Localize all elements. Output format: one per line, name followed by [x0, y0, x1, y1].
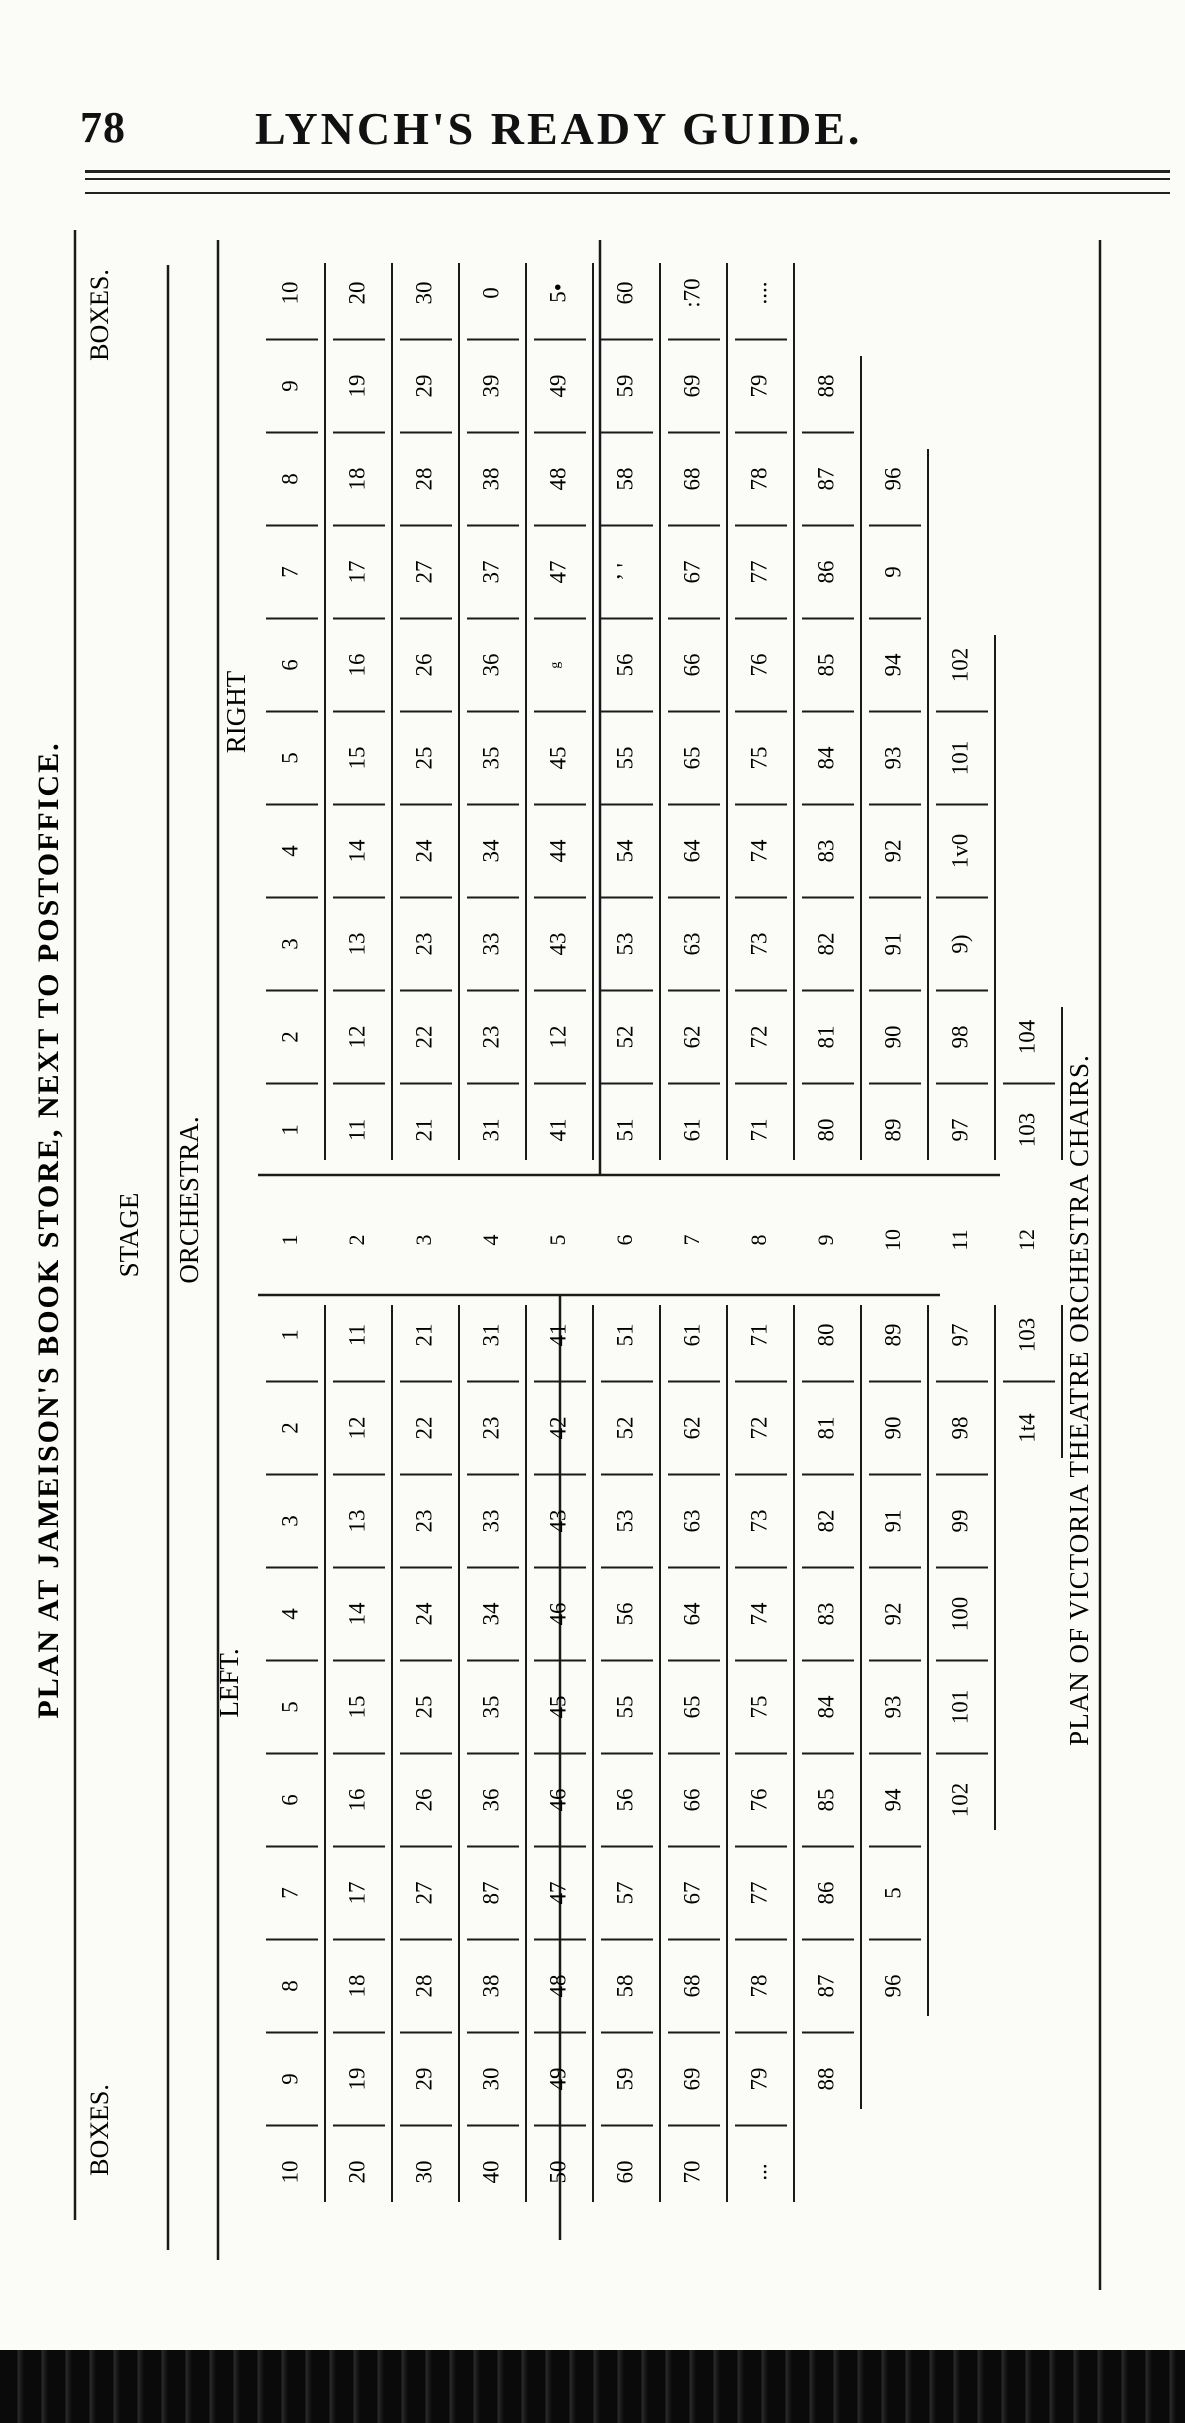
seat-number: 68	[679, 467, 705, 491]
seat-number: 52	[612, 1416, 638, 1440]
seat-number: 23	[478, 1416, 504, 1440]
seat-number: 80	[813, 1323, 839, 1347]
seat-number: 38	[478, 467, 504, 491]
seat-number: 63	[679, 932, 705, 956]
seat-number: 8	[277, 473, 303, 485]
seat-number: 17	[344, 560, 370, 584]
seat-number: 10	[277, 281, 303, 305]
seat-number: 101	[947, 1689, 973, 1725]
seat-number: 99	[947, 1509, 973, 1533]
seat-number: 64	[679, 1602, 705, 1626]
seat-number: 2	[277, 1031, 303, 1043]
seat-number: 87	[478, 1881, 504, 1905]
seat-number: 78	[746, 467, 772, 491]
seat-number: 82	[813, 932, 839, 956]
seat-number: 12	[344, 1025, 370, 1049]
seat-number: 80	[813, 1118, 839, 1142]
seat-number: 15	[344, 746, 370, 770]
seat-number: 18	[344, 1974, 370, 1998]
seat-number: 3	[277, 938, 303, 950]
seat-number: 98	[947, 1416, 973, 1440]
seat-number: 89	[880, 1323, 906, 1347]
seat-number: 101	[947, 740, 973, 776]
seat-number: 84	[813, 746, 839, 770]
seat-number: 4	[277, 845, 303, 857]
plan-caption: PLAN OF VICTORIA THEATRE ORCHESTRA CHAIRS.	[1064, 1054, 1094, 1746]
seat-number: 5	[277, 1701, 303, 1713]
seat-number: 51	[612, 1323, 638, 1347]
seat-number: 20	[344, 281, 370, 305]
seat-number: 6	[277, 1794, 303, 1806]
seat-number: 58	[612, 467, 638, 491]
seat-number: 88	[813, 2067, 839, 2091]
left-label: LEFT.	[214, 1648, 244, 1718]
seat-number: 59	[612, 2067, 638, 2091]
seat-number: 56	[612, 653, 638, 677]
seat-number: 78	[746, 1974, 772, 1998]
bottom-edge-band	[0, 2350, 1185, 2423]
seat-number: 54	[612, 839, 638, 863]
seat-number: 1v0	[947, 833, 973, 869]
seat-number: 30	[411, 281, 437, 305]
seat-number: 49	[545, 2067, 571, 2091]
seat-number: 57	[612, 1881, 638, 1905]
seat-number: 92	[880, 839, 906, 863]
seat-number: 85	[813, 653, 839, 677]
seat-number: 26	[411, 1788, 437, 1812]
seat-number: 38	[478, 1974, 504, 1998]
seat-number: :70	[679, 278, 705, 308]
seat-number: 69	[679, 2067, 705, 2091]
seat-number: 39	[478, 374, 504, 398]
seat-number: 1	[277, 1124, 303, 1136]
seat-number: 17	[344, 1881, 370, 1905]
seat-number: 60	[612, 281, 638, 305]
seat-number: 2	[277, 1422, 303, 1434]
seat-number: 69	[679, 374, 705, 398]
seat-number: 77	[746, 1881, 772, 1905]
seat-number: 91	[880, 932, 906, 956]
seat-number: 9	[277, 2073, 303, 2085]
seat-number: 33	[478, 932, 504, 956]
seat-number: 21	[411, 1118, 437, 1142]
page-number: 78	[80, 103, 126, 152]
seat-number: ʼ '	[612, 563, 638, 581]
seat-number: 92	[880, 1602, 906, 1626]
seat-number: 16	[344, 1788, 370, 1812]
plan-title: PLAN AT JAMEISON'S BOOK STORE, NEXT TO POSTOFFICE.	[32, 741, 65, 1719]
stage-label: STAGE	[114, 1192, 144, 1278]
seat-number: 31	[478, 1118, 504, 1142]
seat-number: 46	[545, 1788, 571, 1812]
seat-number: 27	[411, 560, 437, 584]
seat-number: 98	[947, 1025, 973, 1049]
seat-number: 21	[411, 1323, 437, 1347]
seat-number: 72	[746, 1416, 772, 1440]
seat-number: 94	[880, 653, 906, 677]
seat-number: 70	[679, 2160, 705, 2184]
seat-number: 27	[411, 1881, 437, 1905]
seat-number: 19	[344, 374, 370, 398]
seat-number: 76	[746, 653, 772, 677]
seat-number: 50	[545, 2160, 571, 2184]
seat-number: 44	[545, 839, 571, 863]
seat-number: 23	[411, 932, 437, 956]
seat-number: 62	[679, 1416, 705, 1440]
seat-number: 71	[746, 1323, 772, 1347]
seat-number: 34	[478, 839, 504, 863]
seat-number: 48	[545, 467, 571, 491]
seat-number: 81	[813, 1025, 839, 1049]
seat-number: 67	[679, 1881, 705, 1905]
row-number: 6	[612, 1234, 638, 1246]
seat-number: 35	[478, 1695, 504, 1719]
seat-number: 13	[344, 932, 370, 956]
seat-number: 87	[813, 467, 839, 491]
seat-number: 24	[411, 839, 437, 863]
seat-number: 83	[813, 839, 839, 863]
seat-number: 89	[880, 1118, 906, 1142]
seat-number: 13	[344, 1509, 370, 1533]
seat-number: 53	[612, 1509, 638, 1533]
seat-number: 84	[813, 1695, 839, 1719]
seat-number: 29	[411, 2067, 437, 2091]
seat-number: 94	[880, 1788, 906, 1812]
seat-number: 64	[679, 839, 705, 863]
seat-number: 56	[612, 1602, 638, 1626]
seat-number: 29	[411, 374, 437, 398]
plan-lines	[75, 230, 1100, 2290]
seat-number: 30	[411, 2160, 437, 2184]
seat-number: 63	[679, 1509, 705, 1533]
seat-number: 30	[478, 2067, 504, 2091]
seat-number: 73	[746, 932, 772, 956]
seat-number: 7	[277, 1887, 303, 1899]
row-number: 11	[947, 1229, 973, 1251]
row-number: 10	[880, 1229, 906, 1251]
seat-number: 79	[746, 374, 772, 398]
seat-number: 15	[344, 1695, 370, 1719]
seat-number: 65	[679, 746, 705, 770]
seat-number: 40	[478, 2160, 504, 2184]
seat-number: 45	[545, 1695, 571, 1719]
row-number: 2	[344, 1234, 370, 1246]
seat-number: 36	[478, 1788, 504, 1812]
boxes-label: BOXES.	[85, 2084, 114, 2176]
seat-number: 52	[612, 1025, 638, 1049]
seat-number: 20	[344, 2160, 370, 2184]
seat-number: 66	[679, 653, 705, 677]
seat-number: 102	[947, 1782, 973, 1818]
row-number: 5	[545, 1234, 571, 1246]
seat-number: 53	[612, 932, 638, 956]
seat-number: 56	[612, 1788, 638, 1812]
seat-number: 1	[277, 1329, 303, 1341]
row-number: 4	[478, 1234, 504, 1246]
seat-number: 12	[344, 1416, 370, 1440]
seat-number: 61	[679, 1118, 705, 1142]
seat-number: 102	[947, 647, 973, 683]
seat-number: 67	[679, 560, 705, 584]
seat-number: 33	[478, 1509, 504, 1533]
seat-number: 96	[880, 467, 906, 491]
seat-number: 9)	[947, 934, 973, 954]
seat-number: 8	[277, 1980, 303, 1992]
seat-number: 91	[880, 1509, 906, 1533]
seat-number: 9	[880, 566, 906, 578]
seat-number: 74	[746, 1602, 772, 1626]
seat-number: 73	[746, 1509, 772, 1533]
seat-number: 86	[813, 1881, 839, 1905]
seat-number: 19	[344, 2067, 370, 2091]
seat-number: 65	[679, 1695, 705, 1719]
row-number: 12	[1014, 1229, 1040, 1251]
seat-number: 81	[813, 1416, 839, 1440]
seat-number: 35	[478, 746, 504, 770]
seat-number: 90	[880, 1416, 906, 1440]
seat-number: 75	[746, 1695, 772, 1719]
seat-number: 36	[478, 653, 504, 677]
right-label: RIGHT	[221, 670, 251, 754]
seat-number: 22	[411, 1025, 437, 1049]
seat-number: 9	[277, 380, 303, 392]
seat-number: 49	[545, 374, 571, 398]
seat-number: 62	[679, 1025, 705, 1049]
seat-number: 31	[478, 1323, 504, 1347]
seat-number: 68	[679, 1974, 705, 1998]
running-title: LYNCH'S READY GUIDE.	[255, 103, 863, 154]
seat-number: 0	[478, 287, 504, 299]
seat-number: 10	[277, 2160, 303, 2184]
right-seat-section	[266, 263, 1062, 1160]
seat-number: 24	[411, 1602, 437, 1626]
seat-number: 72	[746, 1025, 772, 1049]
seat-number: 97	[947, 1118, 973, 1142]
seat-number: 47	[545, 560, 571, 584]
seat-number: ...	[746, 2163, 772, 2181]
seat-number: 5	[277, 752, 303, 764]
seat-number: 5	[880, 1887, 906, 1899]
seat-number: 96	[880, 1974, 906, 1998]
seat-number: 34	[478, 1602, 504, 1626]
seat-number: 16	[344, 653, 370, 677]
seat-number: 1t4	[1014, 1413, 1040, 1443]
row-number: 9	[813, 1234, 839, 1246]
seat-number: 83	[813, 1602, 839, 1626]
seat-number: 79	[746, 2067, 772, 2091]
seat-number: ....	[746, 281, 772, 305]
seat-number: 41	[545, 1118, 571, 1142]
seat-number: 25	[411, 746, 437, 770]
row-number: 7	[679, 1234, 705, 1246]
seat-number: 77	[746, 560, 772, 584]
seat-number: 97	[947, 1323, 973, 1347]
row-number: 1	[277, 1234, 303, 1246]
seat-number: 86	[813, 560, 839, 584]
seat-number: 66	[679, 1788, 705, 1812]
seat-number: 47	[545, 1881, 571, 1905]
seat-number: 4	[277, 1608, 303, 1620]
seat-number: 104	[1014, 1019, 1040, 1055]
seat-number: 18	[344, 467, 370, 491]
seat-number: 61	[679, 1323, 705, 1347]
seat-number: 37	[478, 560, 504, 584]
seat-number: 12	[545, 1025, 571, 1049]
orchestra-label: ORCHESTRA.	[174, 1116, 204, 1284]
seat-number: 28	[411, 1974, 437, 1998]
seat-number: 59	[612, 374, 638, 398]
seat-number: 14	[344, 1602, 370, 1626]
seat-number: 28	[411, 467, 437, 491]
seat-number: 87	[813, 1974, 839, 1998]
seat-number: ᵍ	[545, 661, 571, 669]
seat-number: 22	[411, 1416, 437, 1440]
row-number: 8	[746, 1234, 772, 1246]
seat-number: 42	[545, 1416, 571, 1440]
seat-number: 100	[947, 1596, 973, 1632]
seat-number: 48	[545, 1974, 571, 1998]
seat-number: 23	[411, 1509, 437, 1533]
seat-number: 103	[1014, 1317, 1040, 1353]
seat-number: 71	[746, 1118, 772, 1142]
seat-number: 46	[545, 1602, 571, 1626]
seat-number: 6	[277, 659, 303, 671]
seat-number: 60	[612, 2160, 638, 2184]
seat-number: 55	[612, 1695, 638, 1719]
seat-number: 90	[880, 1025, 906, 1049]
seat-number: 75	[746, 746, 772, 770]
seat-number: 74	[746, 839, 772, 863]
boxes-label: BOXES.	[85, 269, 114, 361]
row-number: 3	[411, 1234, 437, 1246]
left-seat-section	[266, 1305, 1062, 2202]
seat-number: 11	[344, 1118, 370, 1142]
seat-number: 11	[344, 1323, 370, 1347]
seat-number: 25	[411, 1695, 437, 1719]
seat-number: 93	[880, 1695, 906, 1719]
seat-number: 43	[545, 1509, 571, 1533]
seat-number: 26	[411, 653, 437, 677]
seat-number: 85	[813, 1788, 839, 1812]
seat-number: 51	[612, 1118, 638, 1142]
seat-number: 55	[612, 746, 638, 770]
seat-number: 43	[545, 932, 571, 956]
seat-number: 7	[277, 566, 303, 578]
seat-number: 76	[746, 1788, 772, 1812]
seat-number: 82	[813, 1509, 839, 1533]
seat-number: 41	[545, 1323, 571, 1347]
seat-number: 45	[545, 746, 571, 770]
seat-number: 3	[277, 1515, 303, 1527]
seat-number: 103	[1014, 1112, 1040, 1148]
seat-number: 14	[344, 839, 370, 863]
seat-number: 93	[880, 746, 906, 770]
seat-number: 58	[612, 1974, 638, 1998]
seat-number: 88	[813, 374, 839, 398]
seat-number: 5•	[545, 283, 571, 303]
seat-number: 23	[478, 1025, 504, 1049]
row-number-column	[277, 1229, 1039, 1251]
